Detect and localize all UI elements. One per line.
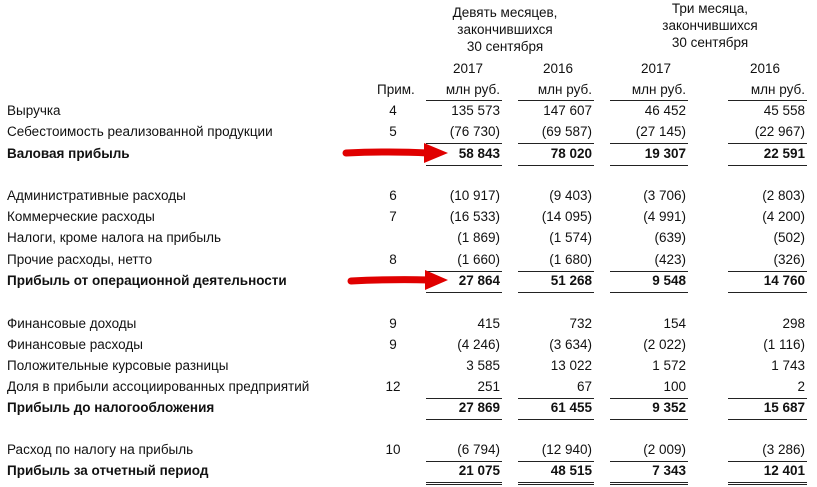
row-value: 732 (569, 316, 592, 331)
row-value: 251 (477, 379, 500, 394)
row-value: 51 268 (550, 273, 592, 288)
subtotal-rule (518, 143, 594, 144)
subtotal-rule (518, 398, 594, 399)
row-value: (1 574) (549, 230, 592, 245)
row-value: 14 760 (763, 273, 805, 288)
row-value: (3 634) (549, 337, 592, 352)
subtotal-rule (728, 461, 807, 462)
row-value: (27 145) (635, 124, 686, 139)
header-three-months (640, 0, 780, 51)
header-rule-col3 (610, 100, 688, 101)
row-label: Налоги, кроме налога на прибыль (7, 230, 222, 245)
header-nine-months-line3: 30 сентября (466, 39, 544, 54)
row-value: 415 (477, 316, 500, 331)
row-label: Прочие расходы, нетто (7, 252, 153, 267)
row-value: 78 020 (550, 146, 592, 161)
row-note: 5 (389, 124, 397, 139)
row-value: 12 401 (763, 463, 805, 478)
row-label: Финансовые доходы (7, 316, 137, 331)
subtotal-rule (518, 292, 594, 293)
row-value: 3 585 (466, 358, 500, 373)
row-value: 46 452 (644, 103, 686, 118)
row-value: (423) (654, 252, 686, 267)
subtotal-rule (728, 165, 807, 166)
subtotal-rule (426, 398, 502, 399)
subtotal-rule (610, 419, 688, 420)
row-value: (2 009) (643, 442, 686, 457)
subtotal-rule (518, 271, 594, 272)
row-value: 135 573 (451, 103, 500, 118)
total-double-rule (518, 482, 594, 485)
unit-col3: млн руб. (631, 82, 686, 97)
subtotal-rule (728, 143, 807, 144)
subtotal-rule (610, 292, 688, 293)
row-note: 6 (389, 188, 397, 203)
row-value: 61 455 (550, 400, 592, 415)
row-value: 67 (576, 379, 592, 394)
row-value: (9 403) (549, 188, 592, 203)
row-value: (4 991) (643, 209, 686, 224)
row-value: (3 286) (762, 442, 805, 457)
row-value: 27 864 (458, 273, 500, 288)
row-value: 7 343 (652, 463, 686, 478)
row-note: 9 (389, 316, 397, 331)
subtotal-rule (728, 398, 807, 399)
row-value: 22 591 (763, 146, 805, 161)
row-value: (69 587) (541, 124, 592, 139)
subtotal-rule (610, 165, 688, 166)
row-label: Прибыль до налогообложения (7, 400, 215, 415)
row-value: (1 869) (457, 230, 500, 245)
header-nine-months (440, 4, 570, 55)
row-label: Финансовые расходы (7, 337, 143, 352)
row-value: (326) (773, 252, 805, 267)
row-label: Выручка (7, 103, 61, 118)
subtotal-rule (426, 165, 502, 166)
row-value: 154 (663, 316, 686, 331)
row-label: Коммерческие расходы (7, 209, 155, 224)
subtotal-rule (728, 419, 807, 420)
row-value: (2 022) (643, 337, 686, 352)
row-value: (16 533) (449, 209, 500, 224)
row-value: (2 803) (762, 188, 805, 203)
subtotal-rule (426, 461, 502, 462)
row-label: Расход по налогу на прибыль (7, 442, 194, 457)
subtotal-rule (728, 292, 807, 293)
row-value: (1 660) (457, 252, 500, 267)
row-label: Себестоимость реализованной продукции (7, 124, 273, 139)
row-note: 8 (389, 252, 397, 267)
year-col3: 2017 (640, 61, 671, 76)
header-three-months-line2: закончившихся (662, 18, 758, 33)
row-note: 10 (385, 442, 401, 457)
subtotal-rule (610, 461, 688, 462)
subtotal-rule (518, 165, 594, 166)
row-value: (22 967) (754, 124, 805, 139)
row-value: (4 200) (762, 209, 805, 224)
row-note: 12 (385, 379, 401, 394)
row-value: 45 558 (763, 103, 805, 118)
row-value: 58 843 (458, 146, 500, 161)
year-col4: 2016 (749, 61, 780, 76)
row-value: (10 917) (449, 188, 500, 203)
row-value: 100 (663, 379, 686, 394)
row-value: (14 095) (541, 209, 592, 224)
row-value: 13 022 (550, 358, 592, 373)
row-value: 9 548 (652, 273, 686, 288)
unit-col4: млн руб. (750, 82, 805, 97)
total-double-rule (610, 482, 688, 485)
row-value: (1 680) (549, 252, 592, 267)
unit-col2: млн руб. (537, 82, 592, 97)
row-note: 9 (389, 337, 397, 352)
unit-col1: млн руб. (445, 82, 500, 97)
subtotal-rule (426, 419, 502, 420)
year-col2: 2016 (542, 61, 573, 76)
row-value: (4 246) (457, 337, 500, 352)
row-note: 7 (389, 209, 397, 224)
total-double-rule (728, 482, 807, 485)
row-value: 147 607 (543, 103, 592, 118)
row-value: 21 075 (458, 463, 500, 478)
row-label: Положительные курсовые разницы (7, 358, 229, 373)
row-value: 2 (797, 379, 805, 394)
subtotal-rule (728, 271, 807, 272)
highlight-arrow-gross-profit-icon (340, 141, 450, 165)
row-label: Административные расходы (7, 188, 186, 203)
row-value: (639) (654, 230, 686, 245)
header-rule-col2 (518, 100, 594, 101)
row-value: 1 743 (771, 358, 805, 373)
row-value: 48 515 (550, 463, 592, 478)
header-three-months-line3: 30 сентября (671, 35, 749, 50)
subtotal-rule (426, 292, 502, 293)
note-header: Прим. (377, 82, 415, 97)
row-value: (12 940) (541, 442, 592, 457)
subtotal-rule (610, 143, 688, 144)
row-value: 9 352 (652, 400, 686, 415)
row-value: 27 869 (458, 400, 500, 415)
row-value: 298 (782, 316, 805, 331)
row-value: (76 730) (449, 124, 500, 139)
row-value: (1 116) (763, 337, 805, 352)
highlight-arrow-operating-profit-icon (345, 268, 450, 292)
header-rule-col1 (426, 100, 502, 101)
subtotal-rule (518, 419, 594, 420)
row-value: (6 794) (457, 442, 500, 457)
subtotal-rule (610, 398, 688, 399)
row-label: Прибыль от операционной деятельности (7, 273, 287, 288)
row-value: (502) (773, 230, 805, 245)
subtotal-rule (610, 271, 688, 272)
row-value: (3 706) (643, 188, 686, 203)
year-col1: 2017 (452, 61, 483, 76)
header-nine-months-line1: Девять месяцев, (452, 5, 558, 20)
header-rule-col4 (728, 100, 807, 101)
row-value: 1 572 (652, 358, 686, 373)
row-value: 19 307 (644, 146, 686, 161)
total-double-rule (426, 482, 502, 485)
row-label: Прибыль за отчетный период (7, 463, 209, 478)
subtotal-rule (518, 461, 594, 462)
row-label: Доля в прибыли ассоциированных предприятий (7, 379, 310, 394)
row-value: 15 687 (763, 400, 805, 415)
row-label: Валовая прибыль (7, 146, 130, 161)
header-three-months-line1: Три месяца, (671, 1, 749, 16)
header-nine-months-line2: закончившихся (457, 22, 553, 37)
row-note: 4 (389, 103, 397, 118)
